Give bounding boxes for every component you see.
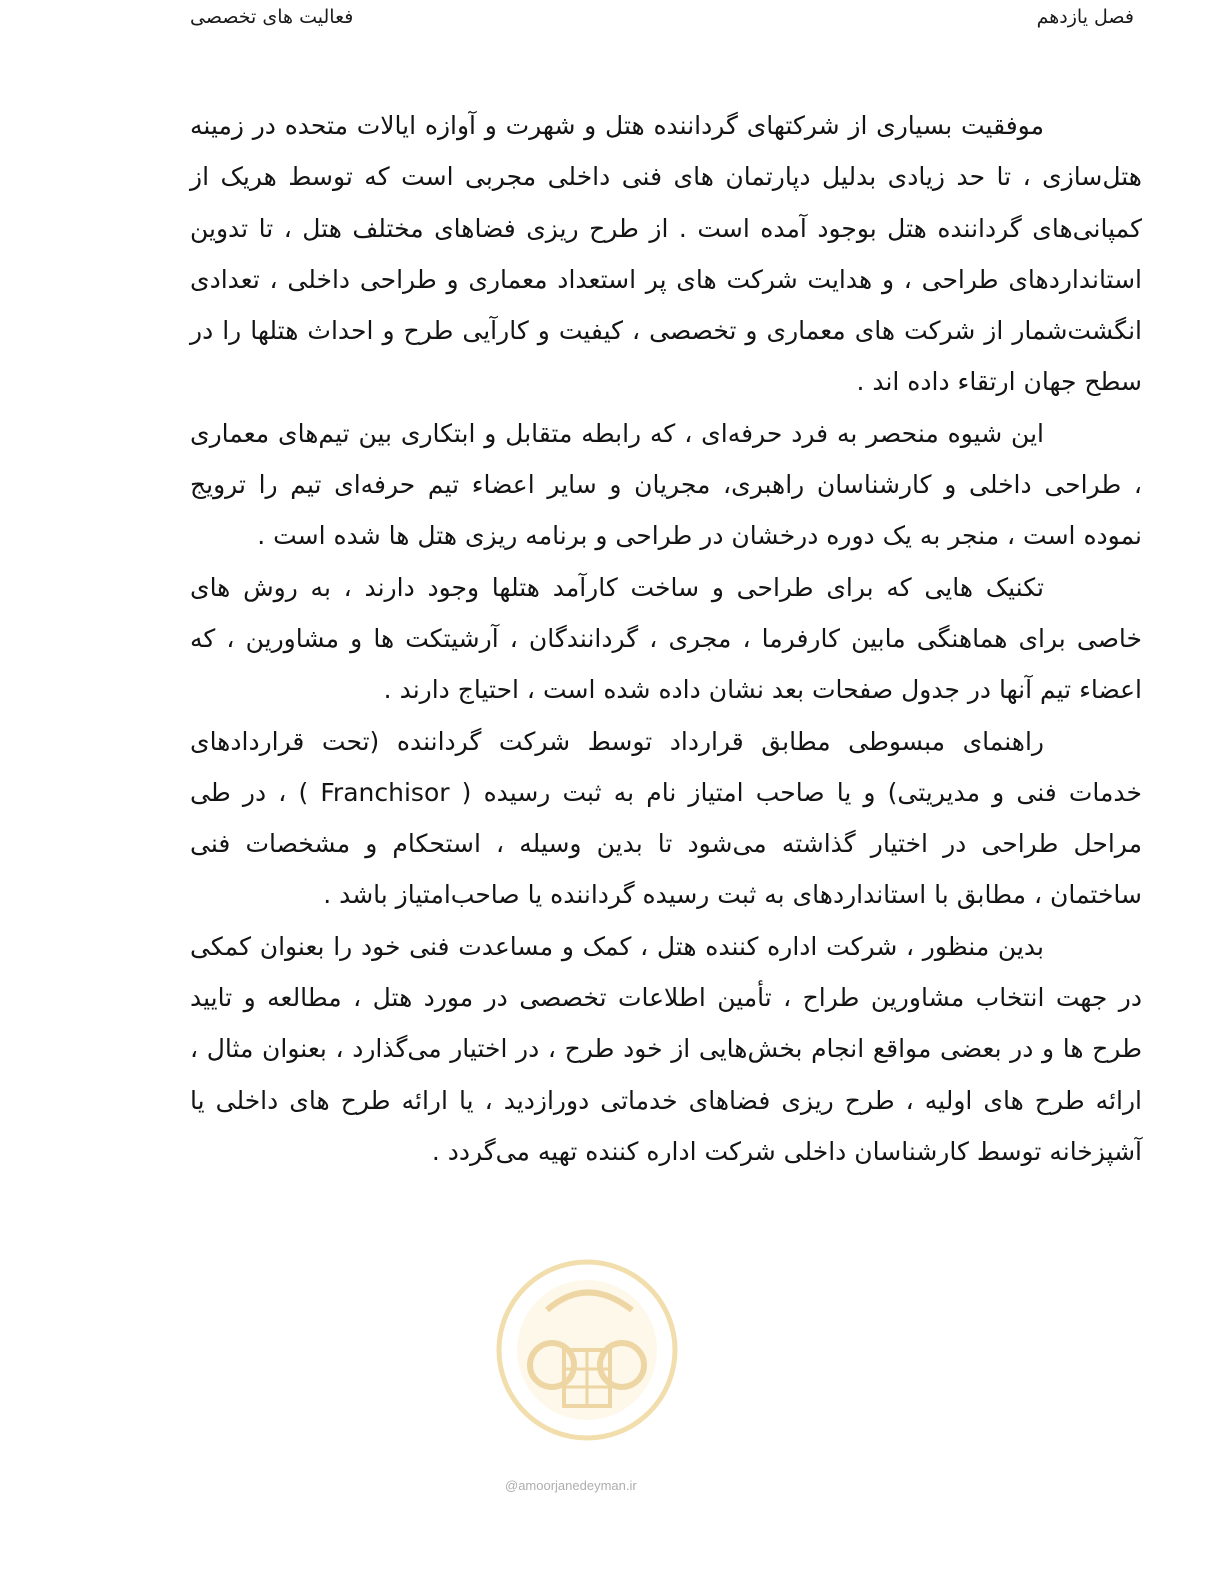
watermark-text: @amoorjanedeyman.ir	[505, 1478, 637, 1493]
paragraph-5: بدین منظور ، شرکت اداره کننده هتل ، کمک و مساعدت فنی خود را بعنوان کمکی در جهت انتخاب مشاورین طراح ، تأمین اطلاعات تخصصی در مورد هتل ، مطالعه و تایید طرح ها و در بعضی مواقع انجام بخش‌هایی از خود طرح ، در اختیار می‌گذارد ، بعنوان مثال ، ارائه طرح های اولیه ، طرح ریزی فضاهای خدماتی دورازدید ، یا ارائه طرح های داخلی یا آشپزخانه توسط کارشناسان داخلی شرکت اداره کننده تهیه می‌گردد .	[190, 931, 1142, 1166]
body-text	[190, 100, 1142, 1177]
paragraph-4: راهنمای مبسوطی مطابق قرارداد توسط شرکت گرداننده (تحت قراردادهای خدمات فنی و مدیریتی) و یا صاحب امتیاز نام به ثبت رسیده ( Franchisor ) ، در طی مراحل طراحی در اختیار گذاشته می‌شود تا بدین وسیله ، استحکام و مشخصات فنی ساختمان ، مطابق با استانداردهای به ثبت رسیده گرداننده یا صاحب‌امتیاز باشد .	[190, 726, 1142, 910]
watermark-logo-icon	[492, 1255, 682, 1445]
paragraph-2: این شیوه منحصر به فرد حرفه‌ای ، که رابطه متقابل و ابتکاری بین تیم‌های معماری ، طراحی داخلی و کارشناسان راهبری، مجریان و سایر اعضاء تیم حرفه‌ای تیم را ترویج نموده است ، منجر به یک دوره درخشان در طراحی و برنامه ریزی هتل ها شده است .	[190, 418, 1142, 551]
chapter-header: فصل یازدهم	[1036, 6, 1134, 28]
section-header: فعالیت های تخصصی	[190, 6, 354, 28]
paragraph-1: موفقیت بسیاری از شرکتهای گرداننده هتل و شهرت و آوازه ایالات متحده در زمینه هتل‌سازی ، تا حد زیادی بدلیل دپارتمان های فنی داخلی مجربی است که توسط هریک از کمپانی‌های گرداننده هتل بوجود آمده است . از طرح ریزی فضاهای مختلف هتل ، تا تدوین استانداردهای طراحی ، و هدایت شرکت های پر استعداد معماری و طراحی داخلی ، تعدادی انگشت‌شمار از شرکت های معماری و تخصصی ، کیفیت و کارآیی طرح و احداث هتلها را در سطح جهان ارتقاء داده اند .	[190, 111, 1142, 397]
paragraph-3: تکنیک هایی که برای طراحی و ساخت کارآمد هتلها وجود دارند ، به روش های خاصی برای هماهنگی مابین کارفرما ، مجری ، گردانندگان ، آرشیتکت ها و مشاورین ، که اعضاء تیم آنها در جدول صفحات بعد نشان داده شده است ، احتیاج دارند .	[190, 572, 1142, 705]
